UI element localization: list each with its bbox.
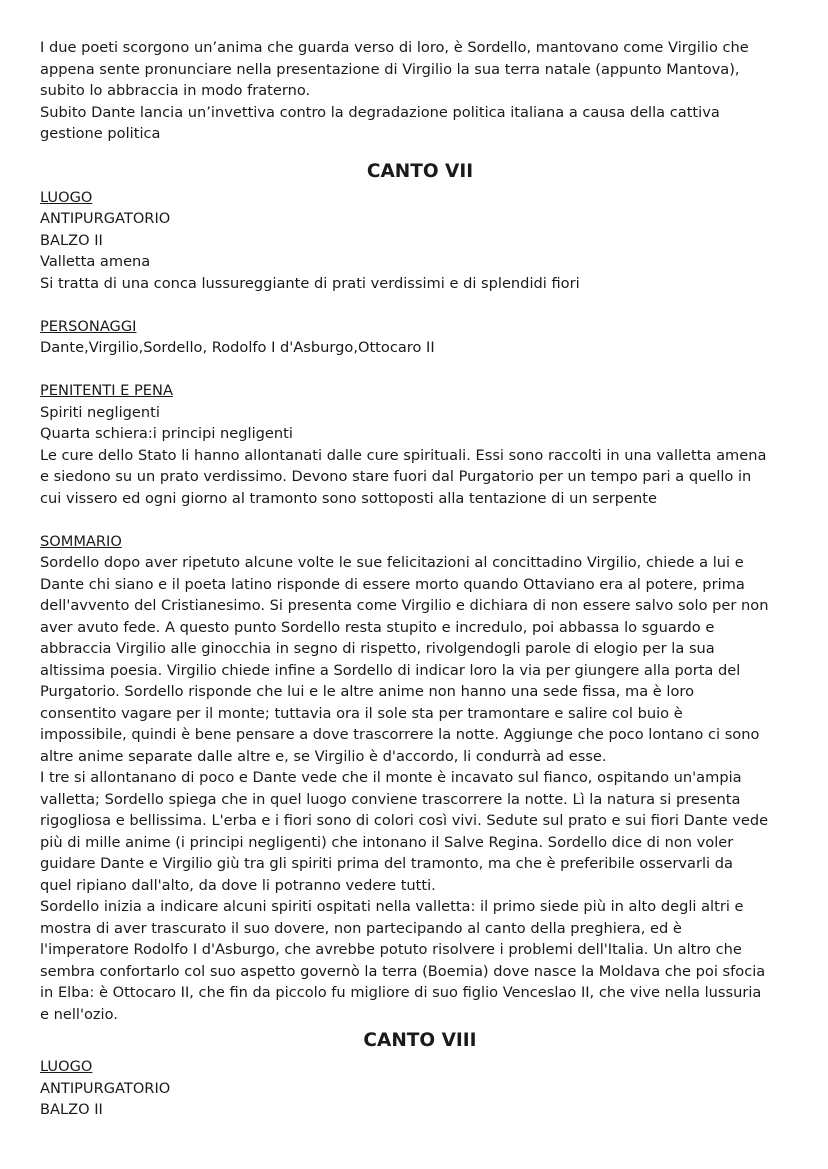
text-line: BALZO II: [40, 1101, 103, 1118]
text-line: Sordello inizia a indicare alcuni spiriti ospitati nella valletta: il primo siede più in alto degli altri e: [40, 898, 744, 915]
canto-vii-penitenti-section: [40, 380, 800, 509]
text-line: Le cure dello Stato li hanno allontanati dalle cure spirituali. Essi sono raccolti in una valletta amena: [40, 446, 767, 464]
text-line: altre anime separate dalle altre e, se Virgilio è d'accordo, li condurrà ad esse.: [40, 747, 607, 765]
text-line: impossibile, quindi è bene pensare a dove trascorrere la notte. Aggiunge che poco lontano ci sono: [40, 726, 760, 743]
text-line: dell'avvento del Cristianesimo. Si presenta come Virgilio e dichiara di non essere salvo solo per non: [40, 597, 769, 614]
text-line: e nell'ozio.: [40, 1005, 118, 1023]
text-line: altissima poesia. Virgilio chiede infine a Sordello di indicar loro la via per giungere alla porta del: [40, 661, 741, 679]
penitenti-label: PENITENTI E PENA: [40, 382, 173, 399]
text-line: Dante chi siano e il poeta latino risponde di essere morto quando Ottaviano era al potere, prima: [40, 575, 745, 593]
text-line: Sordello dopo aver ripetuto alcune volte le sue felicitazioni al concittadino Virgilio, chiede a lui e: [40, 554, 744, 571]
personaggi-label: PERSONAGGI: [40, 317, 137, 335]
intro-paragraph: [40, 37, 800, 145]
text-line: Spiriti negligenti: [40, 403, 160, 421]
text-line: cui vissero ed ogni giorno al tramonto sono sottoposti alla tentazione di un serpente: [40, 489, 657, 507]
text-line: abbraccia Virgilio alle ginocchia in segno di rispetto, rivolgendogli parole di elogio per la sua: [40, 640, 715, 657]
text-line: l'imperatore Rodolfo I d'Asburgo, che avrebbe potuto risolvere i problemi dell'Italia. Un altro che: [40, 941, 742, 958]
text-line: Quarta schiera:i principi negligenti: [40, 425, 293, 442]
text-line: rigogliosa e bellissima. L'erba e i fiori sono di colori così vivi. Sedute sul prato e sui fiori Dante vede: [40, 812, 769, 829]
text-line: Purgatorio. Sordello risponde che lui e le altre anime non hanno una sede fissa, ma è loro: [40, 683, 695, 700]
text-line: appena sente pronunciare nella presentazione di Virgilio la sua terra natale (appunto Mantova),: [40, 60, 740, 78]
text-line: Subito Dante lancia un’invettiva contro la degradazione politica italiana a causa della cattiva: [40, 103, 720, 121]
canto-viii-heading: CANTO VIII: [363, 1030, 477, 1051]
text-line: ANTIPURGATORIO: [40, 210, 171, 227]
text-line: e siedono su un prato verdissimo. Devono stare fuori dal Purgatorio per un tempo pari a quello in: [40, 468, 752, 485]
text-line: valletta; Sordello spiega che in quel luogo conviene trascorrere la notte. Lì la natura si presenta: [40, 790, 741, 808]
spacer: [40, 509, 800, 531]
canto-vii-heading: CANTO VII: [366, 160, 474, 182]
text-line: in Elba: è Ottocaro II, che fin da piccolo fu migliore di suo figlio Venceslao II, che vive nella lussuria: [40, 984, 762, 1001]
text-line: I due poeti scorgono un’anima che guarda verso di loro, è Sordello, mantovano come Virgilio che: [40, 39, 749, 56]
text-line: gestione politica: [40, 125, 161, 142]
text-line: BALZO II: [40, 231, 103, 249]
text-line: Valletta amena: [40, 253, 151, 270]
spacer: [40, 294, 800, 316]
text-line: subito lo abbraccia in modo fraterno.: [40, 82, 311, 99]
text-line: Si tratta di una conca lussureggiante di prati verdissimi e di splendidi fiori: [40, 274, 580, 292]
text-line: sembra confortarlo col suo aspetto governò la terra (Boemia) dove nasce la Moldava che poi sfocia: [40, 962, 766, 980]
text-line: mostra di aver trascurato il suo dovere, non partecipando al canto della preghiera, ed è: [40, 919, 682, 937]
text-line: guidare Dante e Virgilio giù tra gli spiriti prima del tramonto, ma che è preferibile osservarli da: [40, 855, 733, 872]
text-line: ANTIPURGATORIO: [40, 1079, 171, 1097]
text-line: aver avuto fede. A questo punto Sordello resta stupito e incredulo, poi abbassa lo sguardo e: [40, 618, 715, 636]
spacer: [40, 359, 800, 381]
canto-viii-luogo-section: [40, 1056, 800, 1121]
text-line: Dante,Virgilio,Sordello, Rodolfo I d'Asburgo,Ottocaro II: [40, 339, 435, 356]
sommario-label: SOMMARIO: [40, 532, 122, 550]
canto-vii-personaggi-section: [40, 316, 800, 359]
text-line: più di mille anime (i principi negligenti) che intonano il Salve Regina. Sordello dice di non voler: [40, 833, 734, 851]
text-line: quel ripiano dall'alto, da dove li potranno vedere tutti.: [40, 876, 436, 894]
canto-vii-luogo-section: [40, 187, 800, 295]
text-line: I tre si allontanano di poco e Dante vede che il monte è incavato sul fianco, ospitando un'ampia: [40, 769, 742, 786]
canto-vii-sommario-section: [40, 531, 800, 1026]
document-page: [40, 37, 800, 1121]
luogo-label: LUOGO: [40, 1058, 93, 1075]
text-line: consentito vagare per il monte; tuttavia ora il sole sta per tramontare e salire col buio è: [40, 704, 683, 722]
luogo-label: LUOGO: [40, 188, 93, 206]
